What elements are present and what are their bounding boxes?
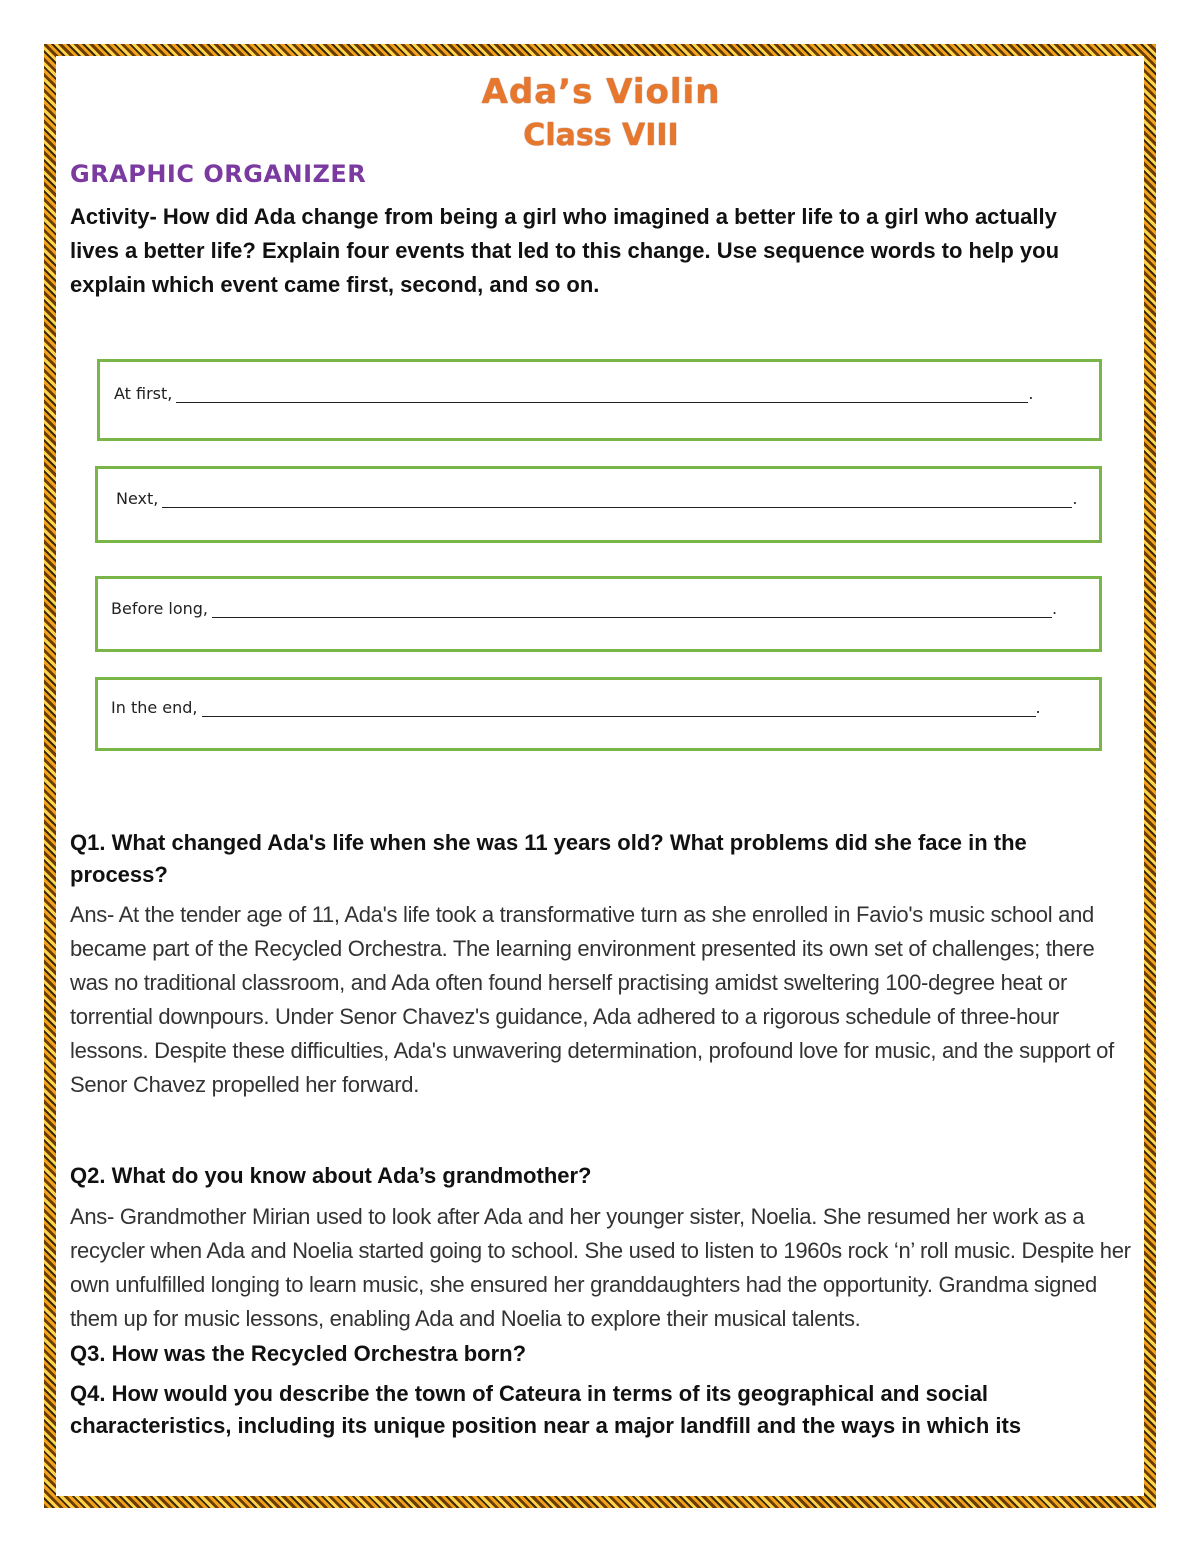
answer-1: Ans- At the tender age of 11, Ada's life took a transformative turn as she enrolled in Favio's music school and became part of the Recycled Orchestra. The learning environment presented its own set of challenges; there was no traditional classroom, and Ada often found herself practising amidst sweltering 100-degree heat or torrential downpours. Under Senor Chavez's guidance, Ada adhered to a rigorous schedule of three-hour lessons. Despite these difficulties, Ada's unwavering determination, profound love for music, and the support of Senor Chavez propelled her forward.	[70, 902, 1114, 1097]
header-section	[70, 70, 1132, 302]
organizer-box-first	[97, 359, 1102, 441]
end-mark: .	[1028, 384, 1034, 403]
answer-blank[interactable]	[202, 700, 1036, 717]
question-2: Q2. What do you know about Ada’s grandmother?	[70, 1163, 592, 1188]
activity-instructions: Activity- How did Ada change from being a girl who imagined a better life to a girl who actually lives a better life? Explain four events that led to this change. Use sequence words to help you explain which event came first, second, and so on.	[70, 204, 1060, 297]
organizer-label: In the end,	[111, 698, 198, 717]
end-mark: .	[1072, 489, 1078, 508]
class-subtitle: Class VIII	[523, 118, 679, 153]
organizer-label: Before long,	[111, 599, 209, 618]
question-1: Q1. What changed Ada's life when she was 11 years old? What problems did she face in the process?	[70, 830, 1027, 887]
answer-blank[interactable]	[162, 491, 1072, 508]
organizer-box-next	[95, 466, 1102, 543]
answer-blank[interactable]	[176, 386, 1028, 403]
organizer-label: At first,	[114, 384, 173, 403]
graphic-organizer-heading: GRAPHIC ORGANIZER	[70, 160, 367, 188]
answer-blank[interactable]	[212, 601, 1052, 618]
organizer-box-in-the-end	[95, 677, 1102, 751]
end-mark: .	[1052, 599, 1058, 618]
question-4: Q4. How would you describe the town of Cateura in terms of its geographical and social characteristics, including its unique position near a major landfill and the ways in which its	[70, 1381, 1022, 1438]
organizer-label: Next,	[116, 489, 159, 508]
organizer-box-before-long	[95, 576, 1102, 652]
question-3: Q3. How was the Recycled Orchestra born?	[70, 1341, 527, 1366]
page-title: Ada’s Violin	[481, 72, 721, 112]
answer-2: Ans- Grandmother Mirian used to look after Ada and her younger sister, Noelia. She resumed her work as a recycler when Ada and Noelia started going to school. She used to listen to 1960s rock ‘n’ roll music. Despite her own unfulfilled longing to learn music, she ensured her granddaughters had the opportunity. Grandma signed them up for music lessons, enabling Ada and Noelia to explore their musical talents.	[70, 1204, 1131, 1331]
end-mark: .	[1035, 698, 1041, 717]
